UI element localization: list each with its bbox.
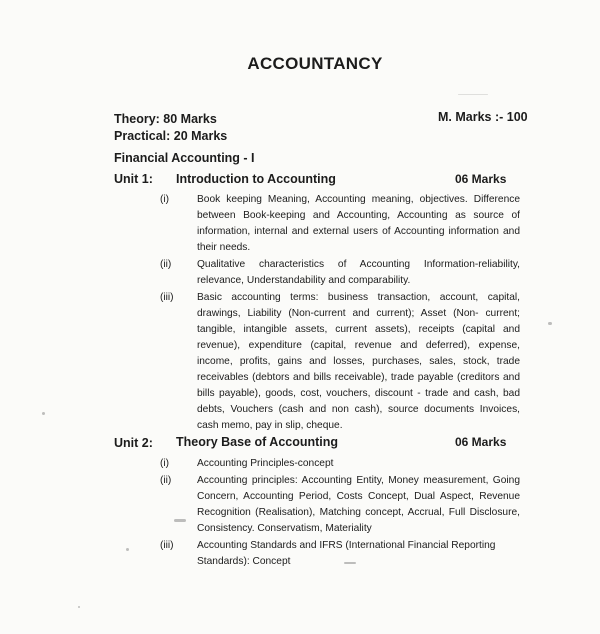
section-heading: Financial Accounting - I (114, 151, 255, 165)
unit-2-label: Unit 2: (114, 436, 153, 450)
unit-2-item-3 (160, 538, 520, 570)
unit-1-item-2 (160, 257, 520, 289)
unit-2-marks: 06 Marks (455, 435, 507, 449)
unit-1-marks: 06 Marks (455, 172, 507, 186)
item-number: (iii) (160, 540, 174, 551)
unit-1-item-1 (160, 192, 520, 256)
item-text: Basic accounting terms: business transaction, account, capital, drawings, Liability (Non-current and current); Asset (Non- current; tangible, intangible assets, current assets), receipts (capital and revenue), expenditure (capital, revenue and deferred), expense, income, profits, gains and losses, purchases, sales, stock, trade receivables (debtors and bills receivable), trade payable (creditors and bills payable), goods, cost, vouchers, discount - trade and cash, bad debts, Vouchers (cash and non cash), source documents Invoices, cash memo, pay in slip, cheque. (197, 292, 520, 431)
theory-marks: Theory: 80 Marks (114, 112, 217, 126)
item-number: (ii) (160, 259, 172, 270)
scan-speck (42, 412, 45, 415)
item-text: Qualitative characteristics of Accounting Information-reliability, relevance, Understandability and comparability. (197, 259, 520, 286)
practical-marks: Practical: 20 Marks (114, 129, 228, 143)
scan-speck (126, 548, 129, 551)
unit-1-label: Unit 1: (114, 172, 153, 186)
document-title: ACCOUNTANCY (247, 54, 383, 73)
item-number: (i) (160, 458, 170, 469)
scan-speck (458, 94, 488, 95)
scan-speck (78, 606, 80, 608)
scan-speck (548, 322, 552, 325)
item-number: (iii) (160, 292, 174, 303)
unit-1-title: Introduction to Accounting (176, 172, 336, 186)
item-number: (i) (160, 194, 170, 205)
item-number: (ii) (160, 475, 172, 486)
max-marks: M. Marks :- 100 (438, 110, 528, 124)
item-text: Accounting principles: Accounting Entity, Money measurement, Going Concern, Accounting Period, Costs Concept, Dual Aspect, Revenue Recognition (Realisation), Matching concept, Accrual, Full Disclosure, Consistency. Conservatism, Materiality (197, 475, 520, 534)
scan-speck (174, 519, 186, 522)
item-text: Accounting Principles-concept (197, 458, 334, 469)
scan-speck (344, 562, 356, 564)
item-text: Accounting Standards and IFRS (International Financial Reporting Standards): Concept (197, 540, 496, 567)
unit-2-item-1 (160, 456, 520, 472)
item-text: Book keeping Meaning, Accounting meaning, objectives. Difference between Book-keeping and Accounting, Accounting as source of information, internal and external users of Accounting information and their needs. (197, 194, 520, 253)
unit-1-item-3 (160, 290, 520, 434)
unit-2-title: Theory Base of Accounting (176, 435, 339, 449)
unit-2-item-2 (160, 473, 520, 537)
